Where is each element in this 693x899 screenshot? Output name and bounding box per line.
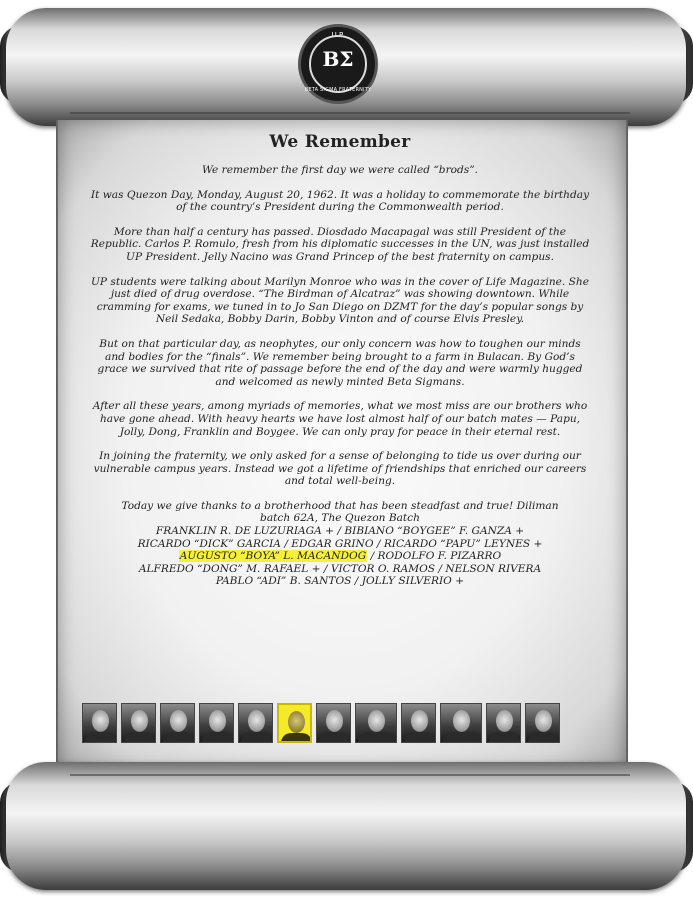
batch-photo-strip bbox=[82, 703, 592, 743]
paragraph-1: We remember the first day we were called “brods”. bbox=[201, 164, 479, 176]
member-photo bbox=[238, 703, 273, 743]
seal-ring-text: BETA SIGMA FRATERNITY bbox=[304, 87, 372, 93]
member-photo bbox=[486, 703, 521, 743]
names-line-3-rest: / RODOLFO F. PIZARRO bbox=[370, 550, 502, 563]
member-photo bbox=[525, 703, 560, 743]
names-line-5: PABLO “ADI” B. SANTOS / JOLLY SILVERIO + bbox=[215, 575, 465, 588]
member-photo bbox=[82, 703, 117, 743]
paragraph-4: UP students were talking about Marilyn Monroe who was in the cover of Life Magazine. She just died of drug overdose. “The Birdman of Alcatraz” was showing downtown. While cramming for exams, we tuned in to Jo San Diego on DZMT for the day’s popular songs by Neil Sedaka, Bobby Darin, Bobby Vinton and of course Elvis Presley. bbox=[90, 275, 590, 326]
paragraph-7: In joining the fraternity, we only asked for a sense of belonging to tide us over during our vulnerable campus years. Instead we got a lifetime of friendships that enriched our careers and total well-being. bbox=[93, 450, 587, 488]
paragraph-2: It was Quezon Day, Monday, August 20, 1962. It was a holiday to commemorate the birthday of the country’s President during the Commonwealth period. bbox=[90, 188, 590, 214]
member-photo bbox=[199, 703, 234, 743]
member-photo-highlighted bbox=[277, 703, 312, 743]
highlighted-name: AUGUSTO “BOYA” L. MACANDOG bbox=[179, 550, 367, 563]
fraternity-seal-logo bbox=[298, 24, 378, 104]
seal-top-text: U.P. bbox=[331, 31, 345, 39]
page-title: We Remember bbox=[269, 132, 411, 152]
member-photo bbox=[440, 703, 482, 743]
paragraph-6: After all these years, among myriads of memories, what we most miss are our brothers who have gone ahead. With heavy hearts we have lost almost half of our batch mates — Papu, Jolly, Dong, Franklin and Boygee. We can only pray for peace in their eternal rest. bbox=[92, 400, 588, 438]
names-line-4: ALFREDO “DONG” M. RAFAEL + / VICTOR O. RAMOS / NELSON RIVERA bbox=[138, 562, 542, 575]
member-photo bbox=[160, 703, 195, 743]
names-line-2: RICARDO “DICK” GARCIA / EDGAR GRINO / RICARDO “PAPU” LEYNES + bbox=[137, 537, 543, 550]
member-photo bbox=[121, 703, 156, 743]
memorial-text bbox=[90, 132, 590, 588]
names-line-3 bbox=[90, 550, 590, 563]
seal-letters: BΣ bbox=[322, 47, 354, 71]
closing-line-2: batch 62A, The Quezon Batch bbox=[260, 512, 420, 525]
batch-names bbox=[90, 500, 590, 588]
scroll-bottom-roll bbox=[6, 762, 686, 890]
scroll-bottom-crease bbox=[70, 774, 630, 776]
member-photo bbox=[355, 703, 397, 743]
paragraph-3: More than half a century has passed. Diosdado Macapagal was still President of the Republic. Carlos P. Romulo, fresh from his diplomatic successes in the UN, was just installed UP President. Jelly Nacino was Grand Princep of the best fraternity on campus. bbox=[90, 225, 590, 263]
names-line-1: FRANKLIN R. DE LUZURIAGA + / BIBIANO “BOYGEE” F. GANZA + bbox=[155, 525, 525, 538]
scroll-top-crease bbox=[70, 112, 630, 114]
member-photo bbox=[401, 703, 436, 743]
closing-line-1: Today we give thanks to a brotherhood that has been steadfast and true! Diliman bbox=[121, 499, 559, 512]
member-photo bbox=[316, 703, 351, 743]
paragraph-5: But on that particular day, as neophytes, our only concern was how to toughen our minds and bodies for the “finals”. We remember being brought to a farm in Bulacan. By God’s grace we survived that rite of passage before the end of the day and were warmly hugged and welcomed as newly minted Beta Sigmans. bbox=[97, 337, 583, 388]
